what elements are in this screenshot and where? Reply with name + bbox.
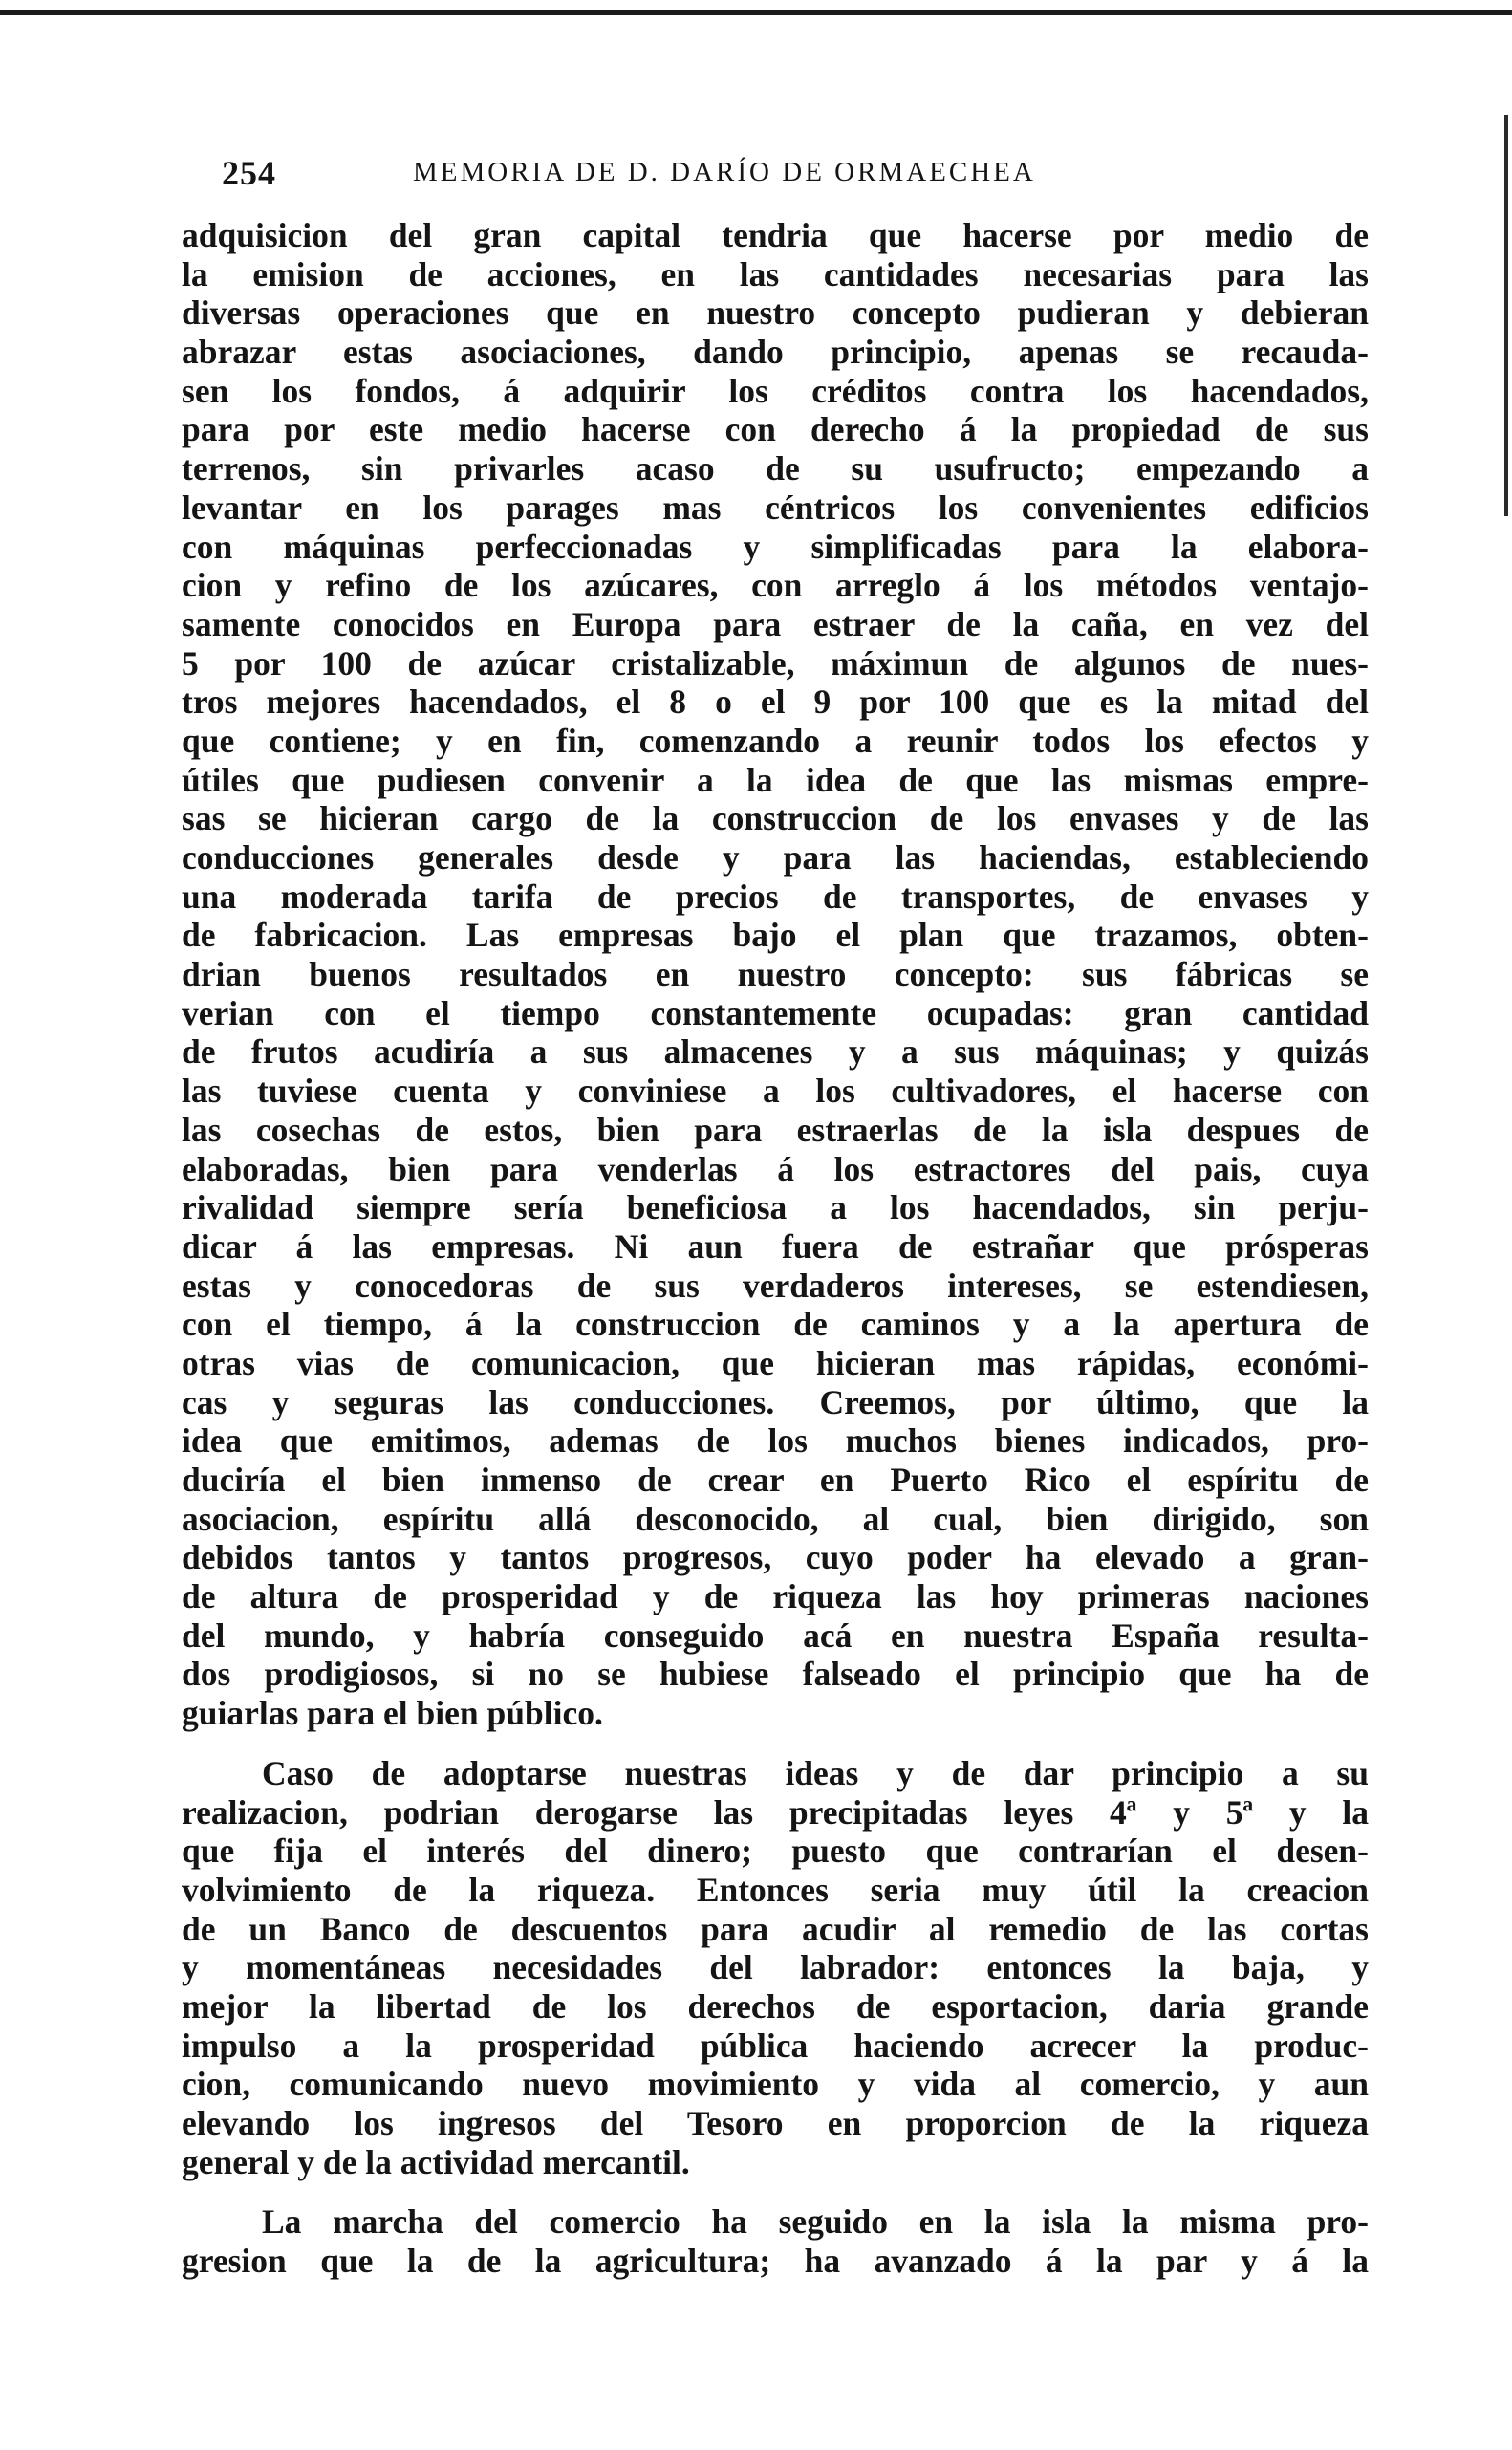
text-line: conducciones generales desde y para las haciendas, estableciendo xyxy=(182,838,1369,877)
paragraph-3 xyxy=(182,2202,1369,2280)
text-line: y momentáneas necesidades del labrador: entonces la baja, y xyxy=(182,1948,1369,1987)
text-line: útiles que pudiesen convenir a la idea de que las mismas empre- xyxy=(182,760,1369,799)
text-line: 5 por 100 de azúcar cristalizable, máximun de algunos de nues- xyxy=(182,643,1369,683)
text-line: La marcha del comercio ha seguido en la isla la misma pro- xyxy=(262,2202,1369,2242)
running-head: MEMORIA DE D. DARÍO DE ORMAECHEA xyxy=(413,157,1036,187)
text-line: impulso a la prosperidad pública haciendo acrecer la produc- xyxy=(182,2026,1369,2065)
text-line: con máquinas perfeccionadas y simplificadas para la elabora- xyxy=(182,527,1369,566)
text-line: del mundo, y habría conseguido acá en nuestra España resulta- xyxy=(182,1615,1369,1655)
paragraph-gap xyxy=(182,1733,1369,1754)
text-line: estas y conocedoras de sus verdaderos intereses, se estendiesen, xyxy=(182,1266,1369,1305)
text-line: de frutos acudiría a sus almacenes y a sus máquinas; y quizás xyxy=(182,1032,1369,1072)
text-line: duciría el bien inmenso de crear en Puerto Rico el espíritu de xyxy=(182,1461,1369,1499)
text-line: elevando los ingresos del Tesoro en proporcion de la riqueza xyxy=(182,2104,1369,2142)
text-line: gresion que la de la agricultura; ha avanzado á la par y á la xyxy=(182,2242,1369,2281)
text-line: de fabricacion. Las empresas bajo el plan que trazamos, obten- xyxy=(182,916,1369,955)
text-line: con el tiempo, á la construccion de caminos y a la apertura de xyxy=(182,1305,1369,1344)
text-line: guiarlas para el bien público. xyxy=(182,1694,603,1733)
text-line: que fija el interés del dinero; puesto que contrarían el desen- xyxy=(182,1832,1369,1871)
text-line: volvimiento de la riqueza. Entonces seria muy útil la creacion xyxy=(182,1870,1369,1909)
text-line: cion y refino de los azúcares, con arreglo á los métodos ventajo- xyxy=(182,566,1369,605)
text-line: drian buenos resultados en nuestro concepto: sus fábricas se xyxy=(182,955,1369,994)
text-line: abrazar estas asociaciones, dando principio, apenas se recauda- xyxy=(182,333,1369,372)
text-line: de altura de prosperidad y de riqueza las hoy primeras naciones xyxy=(182,1577,1369,1616)
page-number: 254 xyxy=(222,154,276,192)
text-line: las cosechas de estos, bien para estraerlas de la isla despues de xyxy=(182,1110,1369,1149)
paragraph-2 xyxy=(182,1754,1369,2182)
text-line: Caso de adoptarse nuestras ideas y de dar principio a su xyxy=(262,1753,1369,1792)
text-line: dos prodigiosos, si no se hubiese falseado el principio que ha de xyxy=(182,1655,1369,1694)
text-line: diversas operaciones que en nuestro concepto pudieran y debieran xyxy=(182,293,1369,333)
text-line: realizacion, podrian derogarse las precipitadas leyes 4ª y 5ª y la xyxy=(182,1792,1369,1832)
scan-edge-mark xyxy=(1504,115,1508,516)
body-text xyxy=(182,216,1369,2281)
text-line: rivalidad siempre sería beneficiosa a los hacendados, sin perju- xyxy=(182,1188,1369,1227)
text-line: dicar á las empresas. Ni aun fuera de estrañar que prósperas xyxy=(182,1226,1369,1266)
text-line: otras vias de comunicacion, que hicieran mas rápidas, económi- xyxy=(182,1343,1369,1382)
text-line: para por este medio hacerse con derecho á la propiedad de sus xyxy=(182,410,1369,449)
text-line: samente conocidos en Europa para estraer de la caña, en vez del xyxy=(182,604,1369,643)
text-line: de un Banco de descuentos para acudir al remedio de las cortas xyxy=(182,1909,1369,1948)
text-line: elaboradas, bien para venderlas á los estractores del pais, cuya xyxy=(182,1149,1369,1188)
text-line: una moderada tarifa de precios de transportes, de envases y xyxy=(182,877,1369,916)
text-line: sen los fondos, á adquirir los créditos contra los hacendados, xyxy=(182,371,1369,410)
text-line: la emision de acciones, en las cantidades necesarias para las xyxy=(182,254,1369,293)
text-line: que contiene; y en fin, comenzando a reunir todos los efectos y xyxy=(182,721,1369,760)
text-line: debidos tantos y tantos progresos, cuyo poder ha elevado a gran- xyxy=(182,1538,1369,1577)
text-line: mejor la libertad de los derechos de esportacion, daria grande xyxy=(182,1986,1369,2026)
text-line: asociacion, espíritu allá desconocido, al cual, bien dirigido, son xyxy=(182,1499,1369,1538)
text-line: cion, comunicando nuevo movimiento y vida al comercio, y aun xyxy=(182,2065,1369,2104)
paragraph-1 xyxy=(182,216,1369,1733)
text-line: general y de la actividad mercantil. xyxy=(182,2142,690,2181)
text-line: las tuviese cuenta y conviniese a los cultivadores, el hacerse con xyxy=(182,1072,1369,1111)
text-line: terrenos, sin privarles acaso de su usufructo; empezando a xyxy=(182,449,1369,488)
text-line: idea que emitimos, ademas de los muchos bienes indicados, pro- xyxy=(182,1421,1369,1461)
text-line: adquisicion del gran capital tendria que hacerse por medio de xyxy=(182,216,1369,254)
text-line: levantar en los parages mas céntricos los convenientes edificios xyxy=(182,488,1369,527)
text-line: cas y seguras las conducciones. Creemos, por último, que la xyxy=(182,1382,1369,1421)
text-line: tros mejores hacendados, el 8 o el 9 por 100 que es la mitad del xyxy=(182,683,1369,722)
paragraph-gap xyxy=(182,2181,1369,2202)
page-header xyxy=(222,153,1371,195)
text-line: sas se hicieran cargo de la construccion de los envases y de las xyxy=(182,799,1369,838)
scan-top-rule xyxy=(0,10,1512,15)
text-line: verian con el tiempo constantemente ocupadas: gran cantidad xyxy=(182,993,1369,1032)
